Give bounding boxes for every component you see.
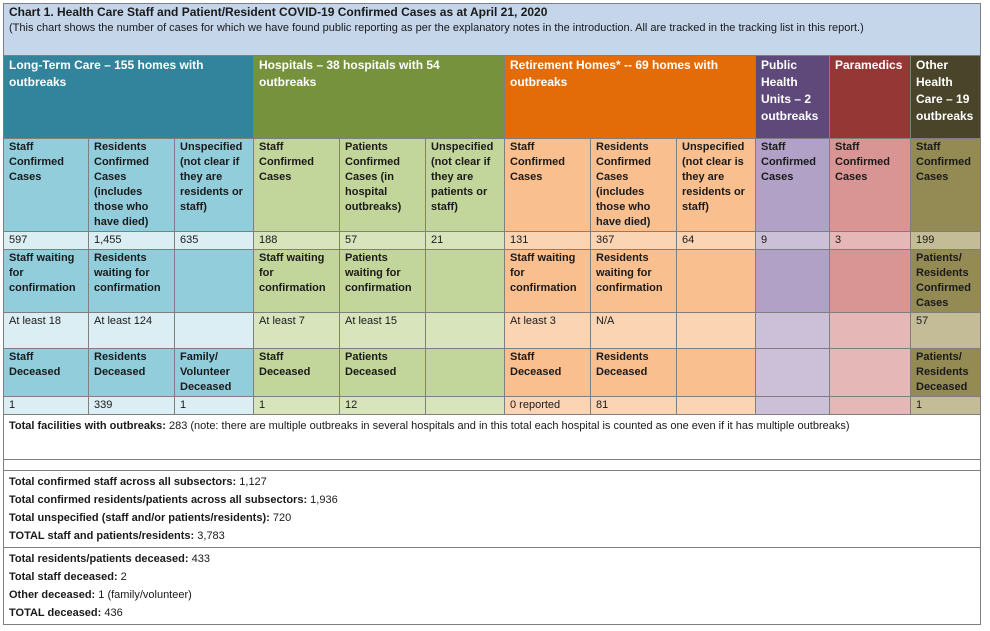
total-label: Total residents/patients deceased:	[9, 553, 189, 565]
spacer-cell	[4, 460, 981, 471]
ltc-staff-deceased-label: Staff Deceased	[4, 349, 89, 397]
title-row	[4, 4, 981, 56]
hospital-patients-deceased-label: Patients Deceased	[340, 349, 426, 397]
total-label: Other deceased:	[9, 589, 96, 601]
total-facilities	[4, 415, 981, 460]
header-hospitals: Hospitals – 38 hospitals with 54 outbreaks	[254, 56, 505, 139]
confirmed-totals	[4, 471, 981, 548]
header-retirement-homes: Retirement Homes* -- 69 homes with outbreaks	[505, 56, 756, 139]
header-other-health-care: Other Health Care – 19 outbreaks	[911, 56, 981, 139]
phu-staff-confirmed-value: 9	[756, 232, 830, 250]
confirmed-value-row	[4, 232, 981, 250]
retirement-unspecified-value: 64	[677, 232, 756, 250]
ltc-staff-waiting-label: Staff waiting for confirmation	[4, 250, 89, 313]
ltc-unspecified-label: Unspecified (not clear if they are residents or staff)	[175, 139, 254, 232]
hospital-unspecified-value: 21	[426, 232, 505, 250]
empty-cell	[426, 349, 505, 397]
hospital-patients-waiting-value: At least 15	[340, 313, 426, 349]
empty-cell	[756, 313, 830, 349]
retirement-residents-confirmed-label: Residents Confirmed Cases (includes those who have died)	[591, 139, 677, 232]
chart-subtext: (This chart shows the number of cases for which we have found public reporting as per the explanatory notes in the introduction. All are tracked in the tracking list in this report.)	[9, 22, 864, 34]
deceased-totals	[4, 548, 981, 625]
chart-heading: Chart 1. Health Care Staff and Patient/Resident COVID-19 Confirmed Cases as at April 21, 2020	[9, 5, 548, 19]
other-patients-residents-confirmed-label: Patients/ Residents Confirmed Cases	[911, 250, 981, 313]
hospital-unspecified-label: Unspecified (not clear if they are patients or staff)	[426, 139, 505, 232]
ltc-staff-waiting-value: At least 18	[4, 313, 89, 349]
empty-cell	[677, 313, 756, 349]
ltc-staff-confirmed-value: 597	[4, 232, 89, 250]
other-patients-residents-deceased-value: 1	[911, 397, 981, 415]
retirement-residents-confirmed-value: 367	[591, 232, 677, 250]
hospital-patients-confirmed-value: 57	[340, 232, 426, 250]
retirement-staff-confirmed-label: Staff Confirmed Cases	[505, 139, 591, 232]
hospital-staff-confirmed-value: 188	[254, 232, 340, 250]
cases-table	[3, 3, 981, 625]
total-label: Total confirmed staff across all subsectors:	[9, 476, 237, 488]
retirement-staff-confirmed-value: 131	[505, 232, 591, 250]
total-line	[9, 491, 975, 509]
ltc-residents-confirmed-value: 1,455	[89, 232, 175, 250]
retirement-residents-waiting-value: N/A	[591, 313, 677, 349]
empty-cell	[175, 313, 254, 349]
total-value: 436	[104, 607, 123, 619]
empty-cell	[830, 313, 911, 349]
other-patients-residents-confirmed-value: 57	[911, 313, 981, 349]
ltc-residents-waiting-value: At least 124	[89, 313, 175, 349]
retirement-residents-deceased-label: Residents Deceased	[591, 349, 677, 397]
ltc-residents-deceased-label: Residents Deceased	[89, 349, 175, 397]
empty-cell	[830, 397, 911, 415]
empty-cell	[426, 313, 505, 349]
total-line	[9, 604, 975, 622]
total-line	[9, 509, 975, 527]
phu-staff-confirmed-label: Staff Confirmed Cases	[756, 139, 830, 232]
hospital-staff-waiting-label: Staff waiting for confirmation	[254, 250, 340, 313]
total-value: 1,936	[310, 494, 338, 506]
retirement-unspecified-label: Unspecified (not clear is they are residents or staff)	[677, 139, 756, 232]
empty-cell	[175, 250, 254, 313]
empty-cell	[830, 250, 911, 313]
total-label: Total unspecified (staff and/or patients/residents):	[9, 512, 270, 524]
total-line	[9, 550, 975, 568]
total-line	[9, 568, 975, 586]
header-row	[4, 56, 981, 139]
total-line	[9, 586, 975, 604]
hospital-staff-confirmed-label: Staff Confirmed Cases	[254, 139, 340, 232]
confirmed-label-row	[4, 139, 981, 232]
retirement-staff-deceased-value: 0 reported	[505, 397, 591, 415]
ltc-residents-confirmed-label: Residents Confirmed Cases (includes those who have died)	[89, 139, 175, 232]
ltc-unspecified-value: 635	[175, 232, 254, 250]
deceased-totals-row	[4, 548, 981, 625]
ltc-residents-waiting-label: Residents waiting for confirmation	[89, 250, 175, 313]
retirement-residents-deceased-value: 81	[591, 397, 677, 415]
hospital-patients-deceased-value: 12	[340, 397, 426, 415]
other-staff-confirmed-value: 199	[911, 232, 981, 250]
empty-cell	[756, 349, 830, 397]
waiting-value-row	[4, 313, 981, 349]
ltc-staff-confirmed-label: Staff Confirmed Cases	[4, 139, 89, 232]
other-staff-confirmed-label: Staff Confirmed Cases	[911, 139, 981, 232]
hospital-patients-confirmed-label: Patients Confirmed Cases (in hospital outbreaks)	[340, 139, 426, 232]
ltc-family-volunteer-deceased-label: Family/ Volunteer Deceased	[175, 349, 254, 397]
header-paramedics: Paramedics	[830, 56, 911, 139]
total-label: TOTAL deceased:	[9, 607, 102, 619]
total-label: Total staff deceased:	[9, 571, 118, 583]
confirmed-totals-row	[4, 471, 981, 548]
total-value: 3,783	[197, 530, 225, 542]
total-label: Total confirmed residents/patients across all subsectors:	[9, 494, 308, 506]
total-facilities-label: Total facilities with outbreaks:	[9, 420, 166, 432]
total-line	[9, 527, 975, 545]
hospital-staff-deceased-label: Staff Deceased	[254, 349, 340, 397]
paramedics-staff-confirmed-value: 3	[830, 232, 911, 250]
header-long-term-care: Long-Term Care – 155 homes with outbreaks	[4, 56, 254, 139]
empty-cell	[677, 250, 756, 313]
hospital-patients-waiting-label: Patients waiting for confirmation	[340, 250, 426, 313]
total-line	[9, 473, 975, 491]
retirement-staff-waiting-label: Staff waiting for confirmation	[505, 250, 591, 313]
waiting-label-row	[4, 250, 981, 313]
other-patients-residents-deceased-label: Patients/ Residents Deceased	[911, 349, 981, 397]
total-label: TOTAL staff and patients/residents:	[9, 530, 195, 542]
empty-cell	[677, 397, 756, 415]
deceased-value-row	[4, 397, 981, 415]
total-value: 1,127	[239, 476, 267, 488]
covid-chart	[3, 3, 980, 625]
retirement-residents-waiting-label: Residents waiting for confirmation	[591, 250, 677, 313]
retirement-staff-deceased-label: Staff Deceased	[505, 349, 591, 397]
total-value: 2	[120, 571, 127, 583]
total-facilities-value: 283 (note: there are multiple outbreaks in several hospitals and in this total each hospital is counted as one even if it has multiple outbreaks)	[168, 420, 850, 432]
ltc-family-volunteer-deceased-value: 1	[175, 397, 254, 415]
chart-title	[4, 4, 981, 56]
total-value: 720	[272, 512, 292, 524]
facilities-row	[4, 415, 981, 460]
empty-cell	[830, 349, 911, 397]
hospital-staff-deceased-value: 1	[254, 397, 340, 415]
header-public-health-units: Public Health Units – 2 outbreaks	[756, 56, 830, 139]
empty-cell	[756, 397, 830, 415]
empty-cell	[426, 397, 505, 415]
empty-cell	[756, 250, 830, 313]
total-value: 1 (family/volunteer)	[98, 589, 192, 601]
ltc-residents-deceased-value: 339	[89, 397, 175, 415]
spacer-row	[4, 460, 981, 471]
hospital-staff-waiting-value: At least 7	[254, 313, 340, 349]
ltc-staff-deceased-value: 1	[4, 397, 89, 415]
total-value: 433	[191, 553, 210, 565]
deceased-label-row	[4, 349, 981, 397]
empty-cell	[426, 250, 505, 313]
retirement-staff-waiting-value: At least 3	[505, 313, 591, 349]
empty-cell	[677, 349, 756, 397]
paramedics-staff-confirmed-label: Staff Confirmed Cases	[830, 139, 911, 232]
